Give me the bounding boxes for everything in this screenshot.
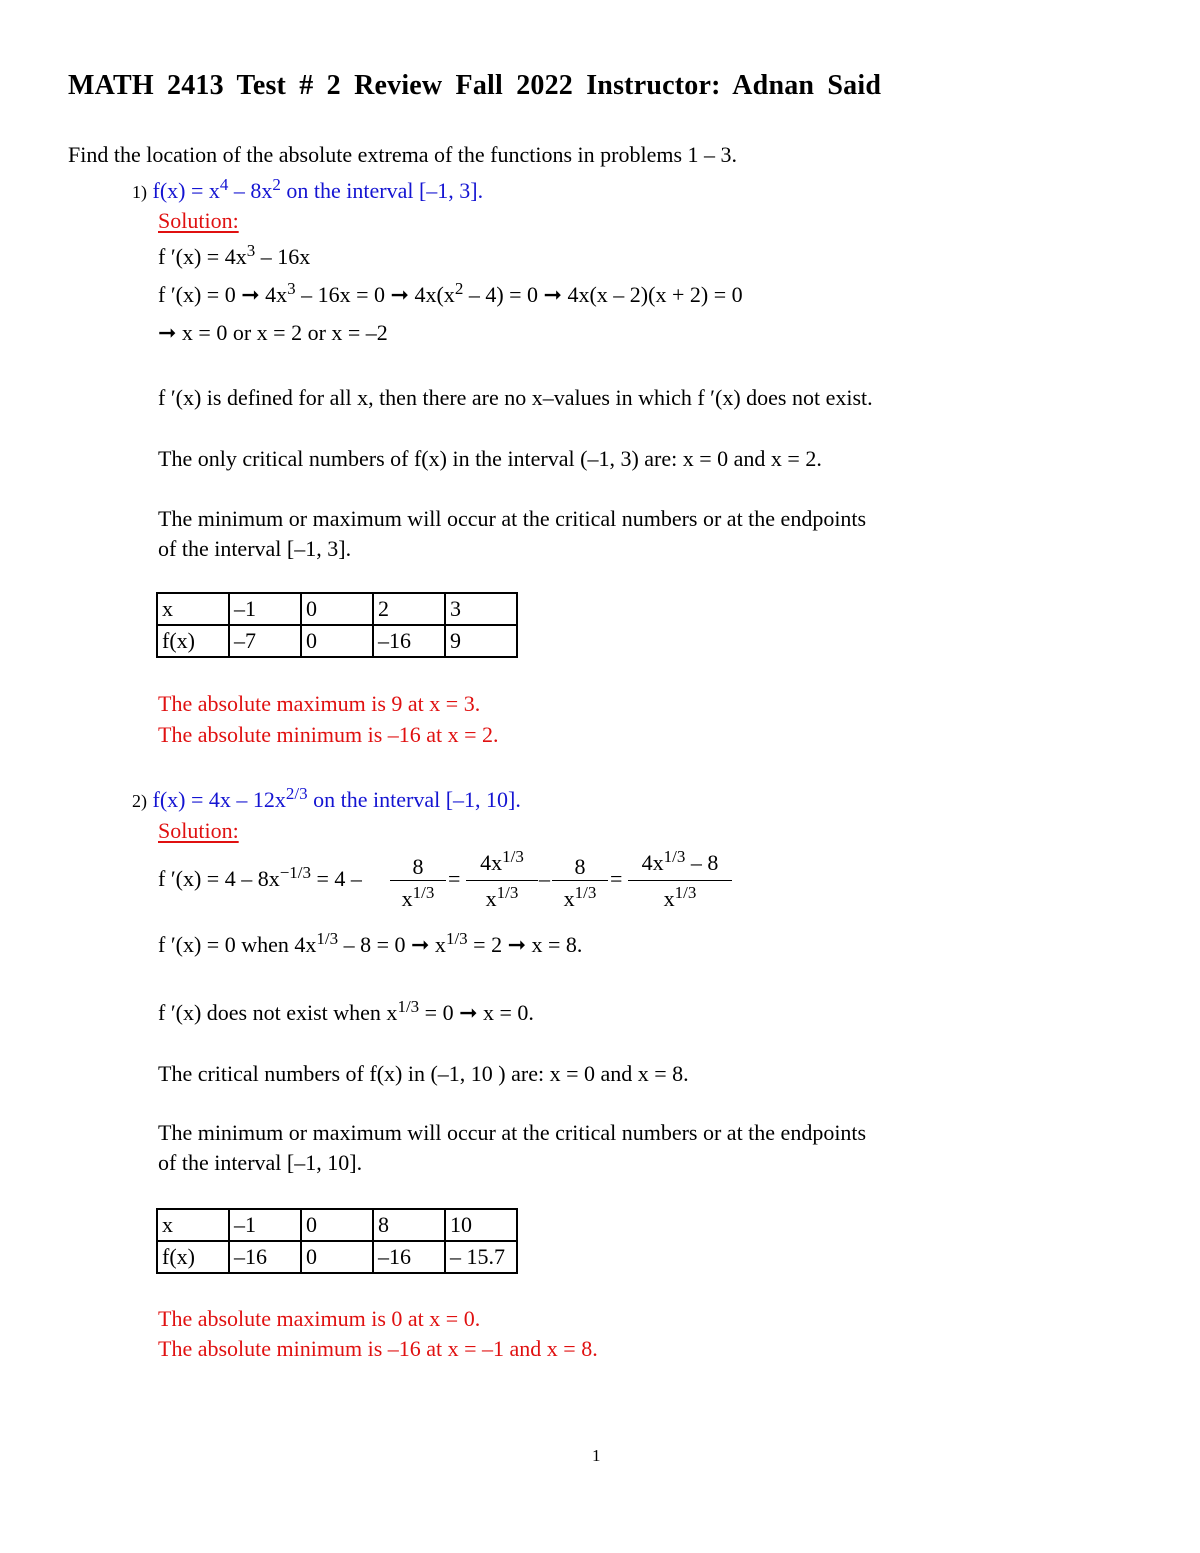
table-row — [157, 1209, 517, 1241]
fraction-bar — [552, 880, 608, 881]
intro-text: Find the location of the absolute extrema of the functions in problems 1 – 3. — [68, 142, 738, 167]
table-cell: x — [157, 1209, 229, 1241]
defined-statement: f ′(x) is defined for all x, then there are no x–values in which f ′(x) does not exist. — [158, 385, 873, 410]
table-cell: 0 — [301, 593, 373, 625]
fraction-bar — [466, 880, 538, 881]
fraction-denominator: $x^{1/3}$ — [485, 883, 519, 911]
problem-number: 2) — [132, 791, 147, 811]
endpoints-statement-cont: of the interval [–1, 10]. — [158, 1150, 363, 1175]
absolute-minimum-answer: The absolute minimum is –16 at x = –1 and x = 8. — [158, 1336, 598, 1361]
table-cell: f(x) — [157, 1241, 229, 1273]
table-cell: 8 — [373, 1209, 445, 1241]
minus-sign: – — [539, 866, 550, 891]
table-cell: 0 — [301, 1241, 373, 1273]
fraction-numerator: 8 — [574, 854, 586, 879]
critical-numbers-statement: The critical numbers of f(x) in (–1, 10 ) are: x = 0 and x = 8. — [158, 1061, 689, 1086]
roots-line: ➞ x = 0 or x = 2 or x = –2 — [158, 320, 388, 345]
dne-line: f ′(x) does not exist when $x^{1/3} = 0$ ➞ x = 0. — [158, 997, 534, 1025]
table-row — [157, 625, 517, 657]
table-cell: 3 — [445, 593, 517, 625]
values-table — [156, 592, 518, 658]
critical-equation-line: f ′(x) = 0 ➞ $4x^3 - 16x = 0$ ➞ $4x(x^2 - 4) = 0$ ➞ 4x(x – 2)(x + 2) = 0 — [158, 279, 743, 307]
fraction-numerator: 8 — [412, 854, 424, 879]
table-cell: – 15.7 — [445, 1241, 517, 1273]
derivative-line: f $'(x) = 4 - 8x^{-1/3} = 4$ – — [158, 863, 362, 891]
absolute-minimum-answer: The absolute minimum is –16 at x = 2. — [158, 722, 499, 747]
fraction-numerator: $4x^{1/3}$ — [480, 847, 524, 875]
table-cell: 0 — [301, 1209, 373, 1241]
page-number: 1 — [592, 1446, 601, 1465]
table-cell: x — [157, 593, 229, 625]
table-cell: f(x) — [157, 625, 229, 657]
fraction-bar — [390, 880, 446, 881]
endpoints-statement: The minimum or maximum will occur at the critical numbers or at the endpoints — [158, 1120, 867, 1145]
fraction-denominator: $x^{1/3}$ — [563, 883, 597, 911]
problem-number: 1) — [132, 182, 147, 202]
table-cell: –16 — [373, 625, 445, 657]
zero-derivative-line: f ′(x) = 0 when $4x^{1/3} - 8 = 0$ ➞ $x^{1/3} = 2$ ➞ x = 8. — [158, 929, 583, 957]
table-row — [157, 593, 517, 625]
endpoints-statement-cont: of the interval [–1, 3]. — [158, 536, 352, 561]
absolute-maximum-answer: The absolute maximum is 0 at x = 0. — [158, 1306, 481, 1331]
solution-heading: Solution: — [158, 818, 239, 843]
problem-1-statement: 1) $f(x) = x^4 - 8x^2$ on the interval [–1, 3]. — [132, 175, 484, 203]
absolute-maximum-answer: The absolute maximum is 9 at x = 3. — [158, 691, 481, 716]
table-cell: 9 — [445, 625, 517, 657]
equals-sign: = — [610, 866, 623, 891]
table-row — [157, 1241, 517, 1273]
endpoints-statement: The minimum or maximum will occur at the critical numbers or at the endpoints — [158, 506, 867, 531]
problem-2-statement: 2) $f(x) = 4x - 12x^{2/3}$ on the interval [–1, 10]. — [132, 784, 521, 812]
table-cell: –1 — [229, 1209, 301, 1241]
table-cell: –16 — [229, 1241, 301, 1273]
table-cell: –1 — [229, 593, 301, 625]
fraction-denominator: $x^{1/3}$ — [663, 883, 697, 911]
fraction-numerator: $4x^{1/3} - 8$ — [641, 847, 719, 875]
critical-numbers-statement: The only critical numbers of f(x) in the interval (–1, 3) are: x = 0 and x = 2. — [158, 446, 822, 471]
page-title: MATH 2413 Test # 2 Review Fall 2022 Instructor: Adnan Said — [68, 70, 882, 101]
table-cell: –16 — [373, 1241, 445, 1273]
table-cell: 2 — [373, 593, 445, 625]
values-table — [156, 1208, 518, 1274]
table-cell: 0 — [301, 625, 373, 657]
solution-heading: Solution: — [158, 208, 239, 233]
derivative-line: f $'(x) = 4x^3 - 16x$ — [158, 241, 311, 269]
fraction-denominator: $x^{1/3}$ — [401, 883, 435, 911]
table-cell: 10 — [445, 1209, 517, 1241]
equals-sign: = — [448, 866, 461, 891]
table-cell: –7 — [229, 625, 301, 657]
fraction-bar — [628, 880, 732, 881]
